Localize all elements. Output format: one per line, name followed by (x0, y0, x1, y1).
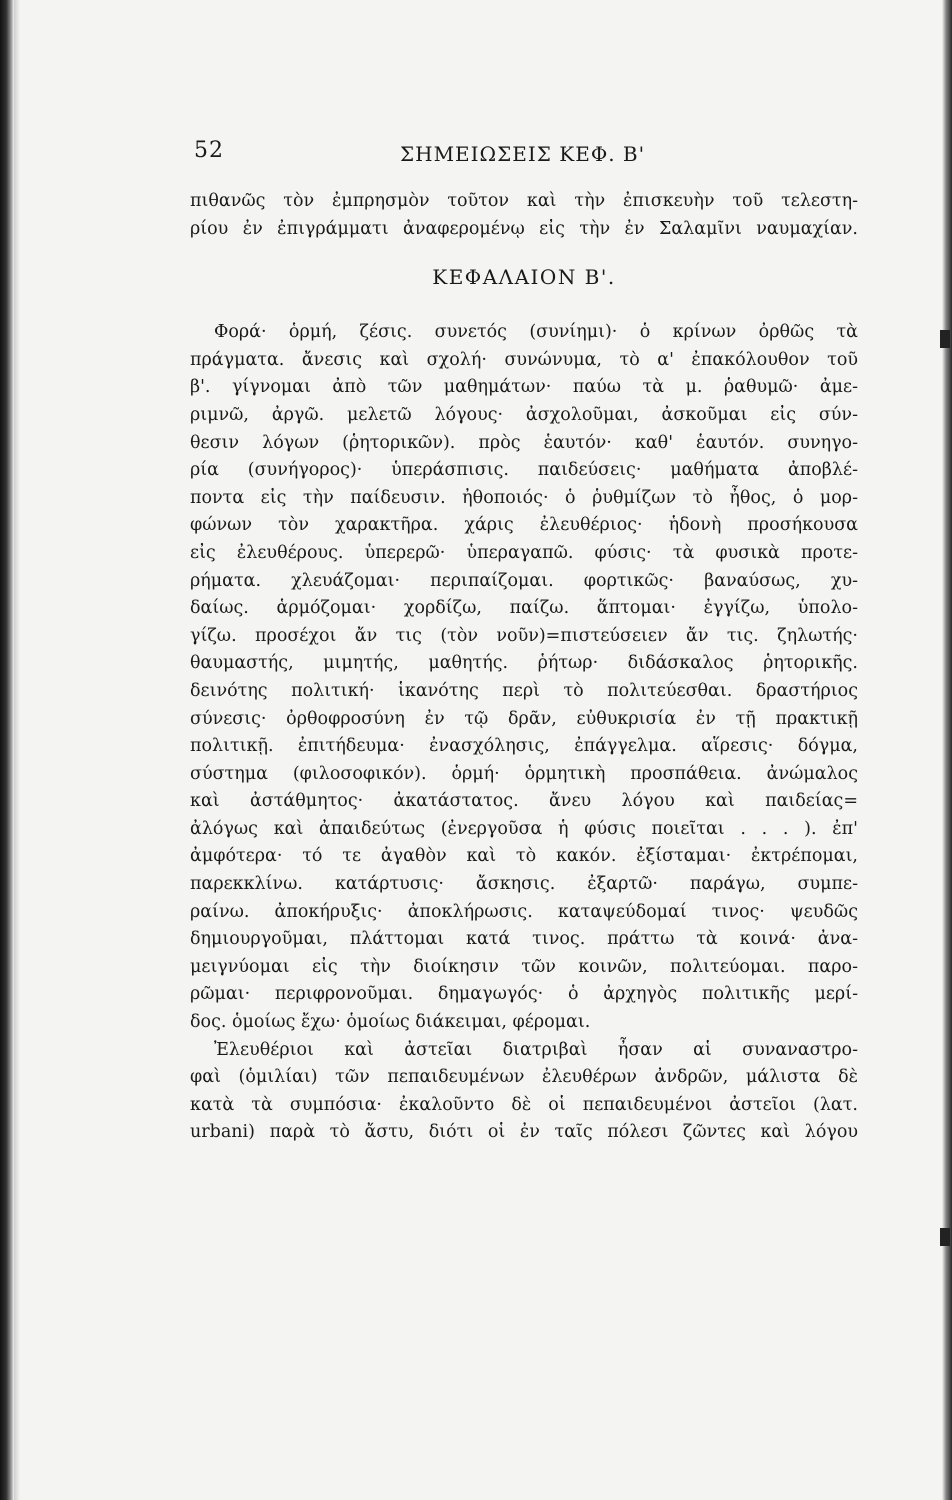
text-line: γίζω. προσέχοι ἄν τις (τὸν νοῦν)=πιστεύσειεν ἄν τις. ζηλωτής· (190, 625, 858, 646)
text-line: δημιουργοῦμαι, πλάττομαι κατά τινος. πράττω τὰ κοινά· ἀνα- (190, 929, 858, 950)
page-number: 52 (194, 138, 224, 163)
text-line: ποντα εἰς τὴν παίδευσιν. ἠθοποιός· ὁ ῥυθμίζων τὸ ἦθος, ὁ μορ- (190, 487, 858, 508)
book-page (190, 138, 870, 1147)
text-line: πιθανῶς τὸν ἐμπρησμὸν τοῦτον καὶ τὴν ἐπισκευὴν τοῦ τελεστη- (190, 191, 858, 211)
scan-edge-mark (940, 1228, 950, 1246)
text-line: ἀλόγως καὶ ἀπαιδεύτως (ἐνεργοῦσα ἡ φύσις ποιεῖται . . . ). ἐπ' (190, 818, 858, 839)
scan-left-shadow (14, 0, 20, 1500)
page-header (190, 138, 870, 178)
text-line: δεινότης πολιτική· ἱκανότης περὶ τὸ πολιτεύεσθαι. δραστήριος (190, 680, 858, 701)
text-line: καὶ ἀστάθμητος· ἀκατάστατος. ἄνευ λόγου καὶ παιδείας= (190, 791, 858, 812)
text-line: ραίνω. ἀποκήρυξις· ἀποκλήρωσις. καταψεύδομαί τινος· ψευδῶς (190, 901, 858, 922)
text-line: παρεκκλίνω. κατάρτυσις· ἄσκησις. ἐξαρτῶ· παράγω, συμπε- (190, 874, 858, 895)
text-line: ρήματα. χλευάζομαι· περιπαίζομαι. φορτικῶς· βαναύσως, χυ- (190, 570, 858, 591)
text-line: πράγματα. ἄνεσις καὶ σχολή· συνώνυμα, τὸ α' ἐπακόλουθον τοῦ (190, 349, 858, 370)
text-line: κατὰ τὰ συμπόσια· ἐκαλοῦντο δὲ οἱ πεπαιδευμένοι ἀστεῖοι (λατ. (190, 1094, 858, 1115)
text-line: ρίου ἐν ἐπιγράμματι ἀναφερομένῳ εἰς τὴν ἐν Σαλαμῖνι ναυμαχίαν. (190, 218, 858, 239)
text-line: β'. γίγνομαι ἀπὸ τῶν μαθημάτων· παύω τὰ μ. ῥαθυμῶ· ἀμε- (190, 377, 858, 398)
chapter-heading: ΚΕΦΑΛΑΙΟΝ Β'. (432, 265, 616, 290)
text-line: Ἐλευθέριοι καὶ ἀστεῖαι διατριβαὶ ἦσαν αἱ συναναστρο- (214, 1039, 858, 1060)
text-line: θαυμαστής, μιμητής, μαθητής. ῥήτωρ· διδάσκαλος ῥητορικῆς. (190, 653, 858, 674)
text-line: δος. ὁμοίως ἔχω· ὁμοίως διάκειμαι, φέρομαι. (190, 1012, 591, 1033)
scan-edge-mark (940, 330, 950, 348)
text-line: σύστημα (φιλοσοφικόν). ὁρμή· ὁρμητικὴ προσπάθεια. ἀνώμαλος (190, 763, 858, 784)
scan-left-edge (0, 0, 14, 1500)
text-line: θεσιν λόγων (ῥητορικῶν). πρὸς ἑαυτόν· καθ' ἑαυτόν. συνηγο- (190, 432, 858, 453)
text-line: ρῶμαι· περιφρονοῦμαι. δημαγωγός· ὁ ἀρχηγὸς πολιτικῆς μερί- (190, 984, 858, 1005)
text-line: εἰς ἐλευθέρους. ὑπερερῶ· ὑπεραγαπῶ. φύσις· τὰ φυσικὰ προτε- (190, 542, 858, 563)
text-line: ρία (συνήγορος)· ὑπεράσπισις. παιδεύσεις· μαθήματα ἀποβλέ- (190, 460, 858, 481)
text-line: σύνεσις· ὀρθοφροσύνη ἐν τῷ δρᾶν, εὐθυκρισία ἐν τῇ πρακτικῇ (190, 708, 858, 729)
text-line: δαίως. ἁρμόζομαι· χορδίζω, παίζω. ἅπτομαι· ἐγγίζω, ὑπολο- (190, 598, 858, 619)
text-line: φώνων τὸν χαρακτῆρα. χάρις ἐλευθέριος· ἡδονὴ προσήκουσα (190, 515, 858, 536)
text-line: urbani) παρὰ τὸ ἄστυ, διότι οἱ ἐν ταῖς πόλεσι ζῶντες καὶ λόγου (190, 1122, 858, 1143)
text-line: ἀμφότερα· τό τε ἀγαθὸν καὶ τὸ κακόν. ἐξίσταμαι· ἐκτρέπομαι, (190, 846, 858, 867)
notes-paragraph (190, 319, 870, 1036)
final-paragraph (190, 1037, 870, 1147)
running-head: ΣΗΜΕΙΩΣΕΙΣ ΚΕΦ. Β' (400, 142, 646, 166)
text-line: φαὶ (ὁμιλίαι) τῶν πεπαιδευμένων ἐλευθέρων ἀνδρῶν, μάλιστα δὲ (190, 1067, 858, 1088)
text-line: πολιτικῇ. ἐπιτήδευμα· ἐνασχόλησις, ἐπάγγελμα. αἵρεσις· δόγμα, (190, 736, 858, 757)
text-line: ριμνῶ, ἀργῶ. μελετῶ λόγους· ἀσχολοῦμαι, ἀσκοῦμαι εἰς σύν- (190, 404, 858, 425)
scan-right-edge (942, 0, 952, 1500)
text-line: μειγνύομαι εἰς τὴν διοίκησιν τῶν κοινῶν, πολιτεύομαι. παρο- (190, 956, 858, 977)
text-line: Φορά· ὁρμή, ζέσις. συνετός (συνίημι)· ὁ κρίνων ὀρθῶς τὰ (214, 322, 858, 343)
carryover-paragraph (190, 188, 870, 243)
